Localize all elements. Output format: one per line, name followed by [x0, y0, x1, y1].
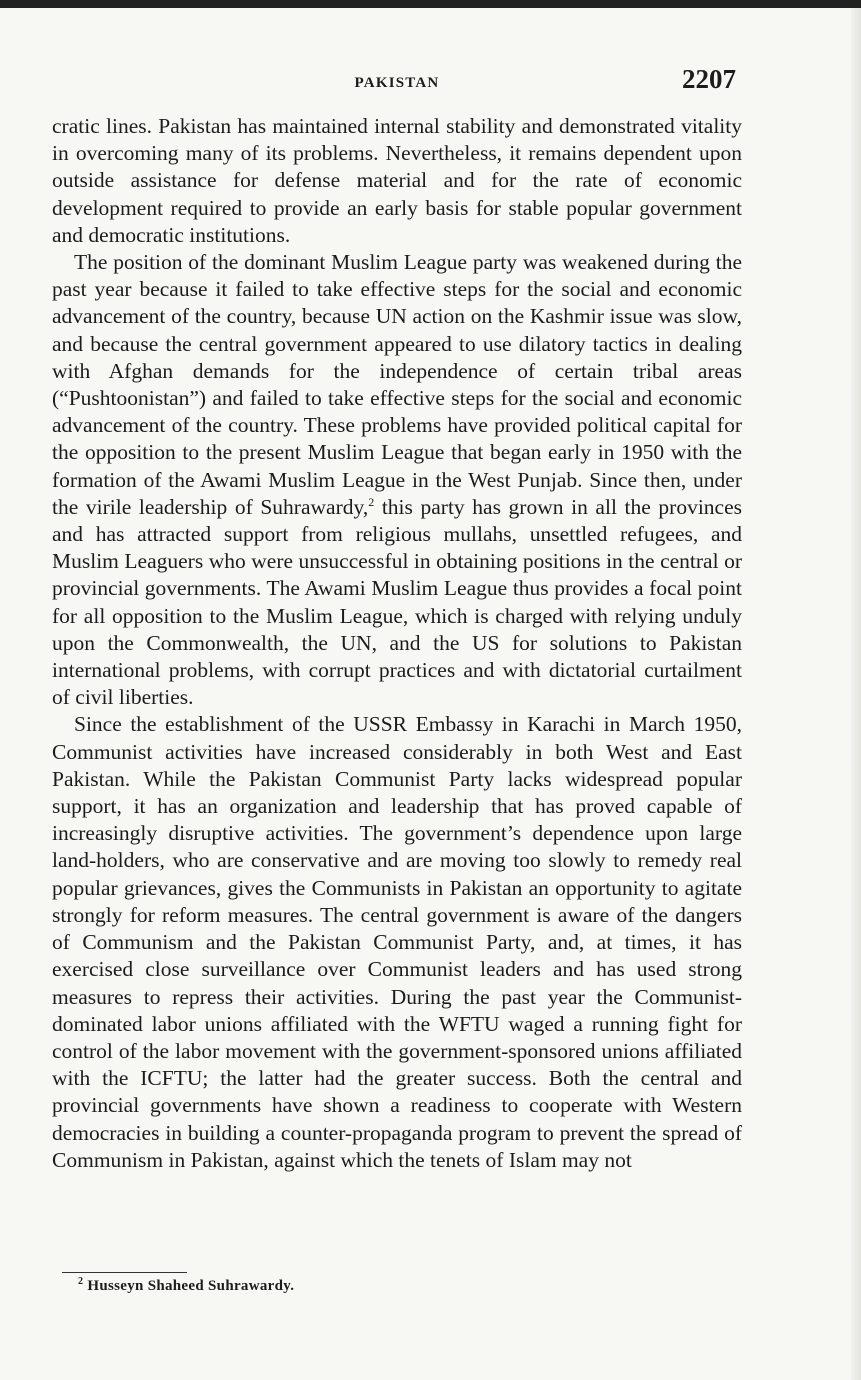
- paragraph-1-text: cratic lines. Pakistan has maintained internal stability and demonstrated vitality in overcoming many of its problems. Nevertheless, it remains dependent upon outside assistance for defense material and for the rate of economic development required to provide an early basis for stable popular government and democratic institutions.: [52, 114, 742, 247]
- paragraph-2-text-a: The position of the dominant Muslim League party was weakened during the past year because it failed to take effective steps for the social and economic advancement of the country, because UN action on the Kashmir issue was slow, and because the central government appeared to use dilatory tactics in dealing with Afghan demands for the independence of certain tribal areas (“Pushtoonistan”) and failed to take effective steps for the social and economic advancement of the country. These problems have provided political capital for the opposition to the present Muslim League that began early in 1950 with the formation of the Awami Muslim League in the West Punjab. Since then, under the virile leadership of Suhrawardy,: [52, 250, 742, 519]
- paragraph-3-text: Since the establishment of the USSR Embassy in Karachi in March 1950, Communist activities have increased considerably in both West and East Pakistan. While the Pakistan Communist Party lacks widespread popular support, it has an organization and leadership that has proved capable of increasingly disruptive activities. The government’s dependence upon large land-holders, who are conservative and are moving too slowly to remedy real popular grievances, gives the Communists in Pakistan an opportunity to agitate strongly for reform measures. The central government is aware of the dangers of Communism and the Pakistan Communist Party, and, at times, it has exercised close surveillance over Communist leaders and has used strong measures to repress their activities. During the past year the Communist-dominated labor unions affiliated with the WFTU waged a running fight for control of the labor movement with the government-sponsored unions affiliated with the ICFTU; the latter had the greater success. Both the central and provincial governments have shown a readiness to cooperate with Western democracies in building a counter-propaganda program to prevent the spread of Communism in Pakistan, against which the tenets of Islam may not: [52, 712, 742, 1172]
- paragraph-2-text-b: this party has grown in all the provinces and has attracted support from religious mullahs, unsettled refugees, and Muslim Leaguers who were unsuccessful in obtaining positions in the central or provincial governments. The Awami Muslim League thus provides a focal point for all opposition to the Muslim League, which is charged with relying unduly upon the Commonwealth, the UN, and the US for solutions to Pakistan international problems, with corrupt practices and with dictatorial curtailment of civil liberties.: [52, 494, 742, 710]
- paragraph-3: [52, 711, 742, 1173]
- body-text: [52, 113, 742, 1174]
- footnote: [78, 1278, 678, 1295]
- page-number: 2207: [682, 64, 736, 94]
- footnote-text: Husseyn Shaheed Suhrawardy.: [87, 1278, 295, 1294]
- running-title: PAKISTAN: [354, 75, 440, 91]
- footnote-rule: [62, 1272, 187, 1273]
- footnote-reference-2: 2: [368, 494, 375, 509]
- footnote-marker: 2: [78, 1276, 84, 1287]
- page-right-edge: [851, 8, 861, 1380]
- page-top-edge: [0, 0, 861, 8]
- paragraph-1: [52, 113, 742, 249]
- paragraph-2: [52, 249, 742, 711]
- running-head: [52, 64, 742, 102]
